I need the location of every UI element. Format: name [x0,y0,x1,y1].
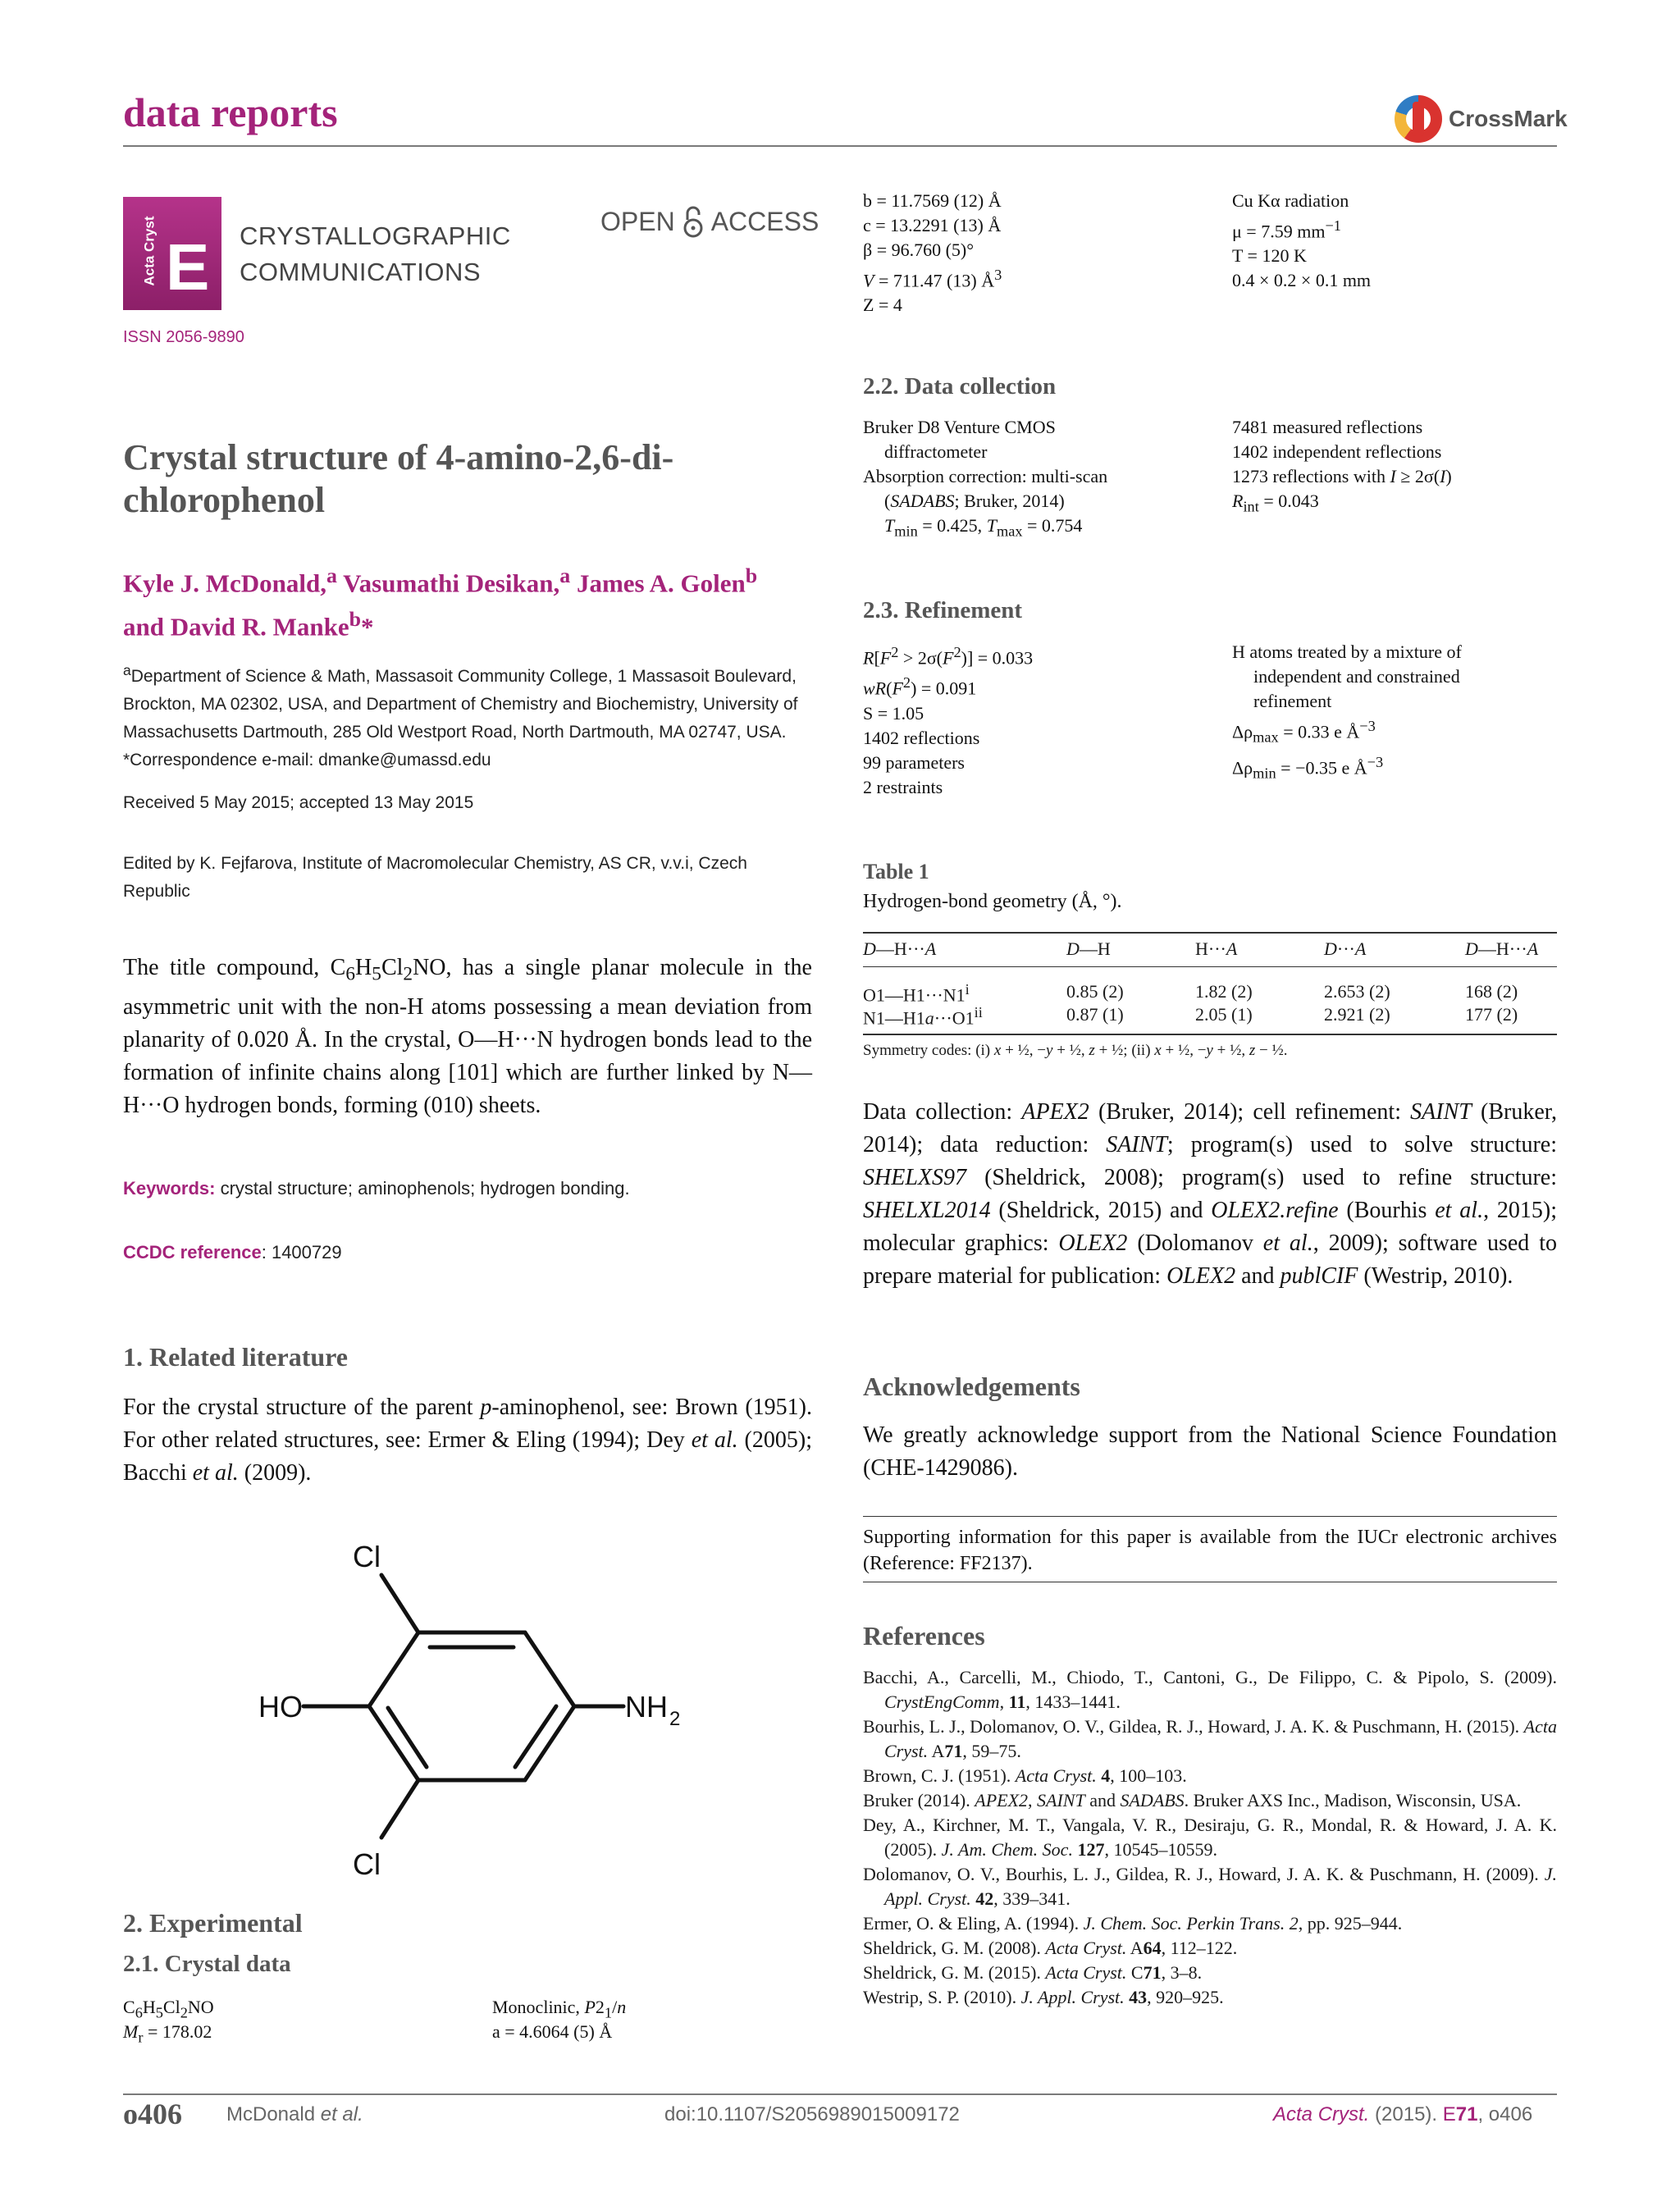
col-header-dh: D—H [1066,938,1111,959]
logo-letter: E [166,231,210,304]
heading-acknowledgements: Acknowledgements [863,1372,1080,1401]
reference-item: Sheldrick, G. M. (2015). Acta Cryst. C71, 3–8. [863,1962,1203,1983]
reference-item: Westrip, S. P. (2010). J. Appl. Cryst. 43, 920–925. [863,1987,1224,2007]
table-row-2-ha: 2.05 (1) [1195,1004,1253,1025]
transmission: $T_{min} = 0.425$, $T_{max} = 0.754$ [884,515,1083,540]
journal-name-line2: COMMUNICATIONS [240,258,482,286]
crystal-temp: T = 120 K [1232,245,1307,267]
reference-item: Bruker (2014). APEX2, SAINT and SADABS. Bruker AXS Inc., Madison, Wisconsin, USA. [863,1790,1522,1810]
ring-double-left-lower [388,1708,427,1767]
affiliation-text: Department of Science & Math, Massasoit Community College, 1 Massasoit Boulevard, Brockton, MA 02302, USA, and Department of Chemistry and Biochemistry, University of Massachusetts Dartmouth, 285 Old Westport Road, North Dartmouth, MA 02747, USA. *Correspondence e-mail: dmanke@umassd.edu [123,667,798,769]
goodness-of-fit: S = 1.05 [863,702,924,724]
symmetry-codes: Symmetry codes: (i) x + ½, −y + ½, z + ½; (ii) x + ½, −y + ½, z − ½. [863,1042,1288,1059]
atom-nh: NH [625,1690,668,1724]
crossmark-label: CrossMark [1449,106,1568,131]
crystal-mu: μ = 7.59 $mm^{-1}$ [1232,217,1341,242]
reference-item: Bacchi, A., Carcelli, M., Chiodo, T., Cantoni, G., De Filippo, C. & Pipolo, S. (2009). CrystEngComm, 11, 1433–1441. [863,1667,1557,1712]
header-rule [123,145,1557,147]
data-collection-right [1232,415,1452,518]
crystal-a: a = 4.6064 (5) Å [492,2021,613,2042]
ccdc-reference [123,1242,342,1263]
table-row-1-da: 2.653 (2) [1324,981,1390,1002]
rint: $R_{int} = 0.043$ [1232,491,1319,515]
wr-factor: $wR(F^2) = 0.091$ [863,674,977,699]
observed-reflections: 1273 reflections with I ≥ 2σ(I) [1232,466,1452,486]
crossmark-badge[interactable] [1395,92,1568,146]
crystal-system: Monoclinic, $P2_1/n$ [492,1997,627,2021]
ccdc-label: CCDC reference [123,1242,262,1262]
table-row-1-ha: 1.82 (2) [1195,981,1253,1002]
col-header-da: D···A [1324,938,1367,959]
author-list [123,558,757,646]
table1-caption: Hydrogen-bond geometry (Å, °). [863,891,1122,912]
journal-logo [123,197,221,310]
table-row-1-dh: 0.85 (2) [1066,981,1124,1002]
ring-bond-top-left [369,1632,418,1706]
refinement-restraints: 2 restraints [863,776,943,797]
crystal-formula: $C_6H_5Cl_2NO$ [123,1997,214,2021]
ccdc-number: : 1400729 [261,1242,342,1262]
refinement-left [863,640,1033,800]
heading-related-literature: 1. Related literature [123,1342,348,1372]
atom-ho: HO [258,1690,303,1724]
reference-list [863,1665,1557,2010]
article-title-line2: chlorophenol [123,480,326,520]
crystal-volume: V = 711.47 (13) $Å^3$ [863,267,1002,291]
author-line2: and David R. Manke$^b$* [123,607,374,641]
footer-citation: Acta Cryst. (2015). E71, o406 [1273,2103,1533,2125]
crystal-b: b = 11.7569 (12) Å [863,190,1002,211]
rho-max: $\Delta\rho_{max} = 0.33$ e $Å^{-3}$ [1232,718,1376,746]
table-row-1-angle: 168 (2) [1465,981,1518,1002]
h-atoms-line3: refinement [1253,691,1332,711]
table-row-2-da: 2.921 (2) [1324,1004,1390,1025]
independent-reflections: 1402 independent reflections [1232,441,1442,462]
table-row-2-dh: 0.87 (1) [1066,1004,1124,1025]
data-collection-left [863,415,1107,543]
measured-reflections: 7481 measured reflections [1232,417,1423,437]
ring-double-right [515,1706,556,1767]
refinement-reflections: 1402 reflections [863,727,980,748]
col-header-ha: H···A [1195,938,1238,959]
atom-cl-bottom: Cl [353,1847,381,1881]
issn: ISSN 2056-9890 [123,328,244,346]
crystal-z: Z = 4 [863,294,902,316]
r-factor: $R[F^2 > 2\sigma(F^2)] = 0.033$ [863,644,1034,669]
acknowledgements-text: We greatly acknowledge support from the National Science Foundation (CHE-1429086). [863,1422,1557,1481]
crystal-mr: $M_r = 178.02$ [123,2021,212,2046]
refinement-right [1232,640,1462,785]
crystal-c: c = 13.2291 (13) Å [863,215,1002,235]
keywords-label: Keywords: [123,1178,216,1199]
table-rule-mid [863,966,1557,967]
atom-nh-subscript: 2 [669,1708,681,1730]
open-label: OPEN [600,206,675,236]
h-atoms-line2: independent and constrained [1253,666,1460,687]
crystal-size: 0.4 × 0.2 × 0.1 mm [1232,270,1372,291]
related-literature-text: For the crystal structure of the parent p-aminophenol, see: Brown (1951). For other related structures, see: Ermer & Eling (1994); Dey et al. (2005); Bacchi et al. (2009). [123,1395,813,1486]
instrument-cont: diffractometer [884,441,988,462]
heading-crystal-data: 2.1. Crystal data [123,1951,291,1977]
article-title-line1: Crystal structure of 4-amino-2,6-di- [123,437,674,477]
instrument: Bruker D8 Venture CMOS [863,417,1056,437]
section-title: data reports [123,89,338,135]
crossmark-icon [1395,95,1442,143]
crystal-beta: β = 96.760 (5)° [863,240,975,260]
reference-item: Bourhis, L. J., Dolomanov, O. V., Gildea, R. J., Howard, J. A. K. & Puschmann, H. (2015). Acta Cryst. A71, 59–75. [863,1716,1557,1761]
journal-name-line1: CRYSTALLOGRAPHIC [240,221,511,250]
absorption: Absorption correction: multi-scan [863,466,1108,486]
logo-acta-text: Acta Cryst [141,216,158,286]
affiliation: $^a$Department of Science & Math, Massasoit Community College, 1 Massasoit Boulevard, Brockton, MA 02302, USA, and Department of Chemistry and Biochemistry, University of Massachusetts Dartmouth, 285 Old Westport Road, North Dartmouth, MA 02747, USA. *Correspondence e-mail: dmanke@umassd.edu [123,662,798,769]
col-header-dha: D—H···A [863,938,937,959]
keywords-text: crystal structure; aminophenols; hydrogen bonding. [220,1178,630,1199]
atom-cl-top: Cl [353,1540,381,1573]
access-label: ACCESS [710,206,819,236]
crystal-mr-value: = 178.02 [143,2021,212,2042]
crystal-radiation-block [1232,189,1371,293]
heading-refinement: 2.3. Refinement [863,597,1023,623]
crystal-system-text: Monoclinic, [492,1997,585,2017]
abstract: The title compound, $C_6H_5Cl_2NO$, has a single planar molecule in the asymmetric unit with the non-H atoms possessing a mean deviation from planarity of 0.020 Å. In the crystal, O—H···N hydrogen bonds lead to the formation of infinite chains along [101] which are further linked by N—H···O hydrogen bonds, forming (010) sheets. [123,955,812,1118]
page-number: o406 [123,2098,182,2130]
footer-authors: McDonald et al. [226,2103,363,2125]
refinement-parameters: 99 parameters [863,751,965,773]
heading-experimental: 2. Experimental [123,1908,303,1938]
reference-item: Sheldrick, G. M. (2008). Acta Cryst. A64, 112–122. [863,1938,1238,1958]
editor-note: Edited by K. Fejfarova, Institute of Macromolecular Chemistry, AS CR, v.v.i, Czech Republic [123,854,747,901]
table1-title: Table 1 [863,860,929,883]
bond-cl-bottom [381,1780,418,1838]
supporting-information: Supporting information for this paper is available from the IUCr electronic archives (Reference: FF2137). [863,1527,1557,1574]
ring-bond-top-right [525,1632,574,1706]
open-access-badge [600,205,819,238]
supporting-rule-top [863,1516,1557,1517]
author-line2-text: and David R. Manke [123,612,349,641]
footer-doi[interactable]: doi:10.1107/S2056989015009172 [664,2103,960,2125]
software-paragraph: Data collection: APEX2 (Bruker, 2014); cell refinement: SAINT (Bruker, 2014); data reduction: SAINT; program(s) used to solve structure: SHELXS97 (Sheldrick, 2008); program(s) used to refine structure: SHELXL2014 (Sheldrick, 2015) and OLEX2.refine (Bourhis et al., 2015); molecular graphics: OLEX2 (Dolomanov et al., 2009); software used to prepare material for publication: OLEX2 and publCIF (Westrip, 2010). [863,1099,1558,1289]
bond-cl-top [381,1575,418,1632]
h-atoms-line1: H atoms treated by a mixture of [1232,641,1462,662]
reference-item: Ermer, O. & Eling, A. (1994). J. Chem. Soc. Perkin Trans. 2, pp. 925–944. [863,1913,1403,1934]
crystal-data-continued [863,189,1002,317]
heading-data-collection: 2.2. Data collection [863,373,1057,400]
rho-min: $\Delta\rho_{min} = -0.35$ e $Å^{-3}$ [1232,753,1384,782]
keywords [123,1178,630,1199]
reference-item: Dolomanov, O. V., Bourhis, L. J., Gildea, R. J., Howard, J. A. K. & Puschmann, H. (2009). J. Appl. Cryst. 42, 339–341. [863,1864,1557,1909]
received-date: Received 5 May 2015; accepted 13 May 2015 [123,793,474,812]
table-rule-bottom [863,1034,1557,1035]
table-row-2-angle: 177 (2) [1465,1004,1518,1025]
molecule-diagram [238,1526,697,1887]
reference-item: Dey, A., Kirchner, M. T., Vangala, V. R., Desiraju, G. R., Mondal, R. & Howard, J. A. K. (2005). J. Am. Chem. Soc. 127, 10545–10559. [863,1815,1557,1860]
table-rule-top [863,932,1557,934]
reference-item: Brown, C. J. (1951). Acta Cryst. 4, 100–103. [863,1765,1187,1786]
table-row-1-label: $O1—H1\cdot\cdot\cdot N1^i$ [863,981,970,1006]
footer-rule [123,2093,1557,2095]
author-line1: Kyle J. McDonald,$^a$ Vasumathi Desikan,$^a$ James A. Golen$^b$ [123,564,758,598]
heading-references: References [863,1621,985,1651]
table-row-2-label: $N1—H1a\cdot\cdot\cdot O1^{ii}$ [863,1004,983,1029]
absorption-cont: (SADABS; Bruker, 2014) [884,491,1065,511]
col-header-angle: D—H···A [1465,938,1539,959]
journal-name [240,218,511,290]
crystal-radiation: Cu Kα radiation [1232,190,1349,211]
open-lock-icon [682,205,705,238]
article-title [123,436,673,522]
